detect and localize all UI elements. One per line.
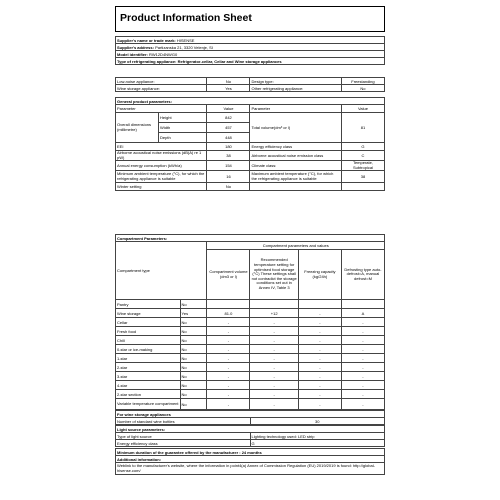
table-cell: No	[180, 354, 207, 363]
table-cell: -	[250, 381, 298, 390]
table-cell: Value	[207, 105, 250, 113]
table-cell: 2-star section	[116, 390, 181, 399]
table-cell: -	[207, 318, 250, 327]
supplier-name-row: Supplier's name or trade mark: HISENSE	[116, 37, 385, 44]
table-cell: Freestanding	[341, 78, 384, 85]
table-cell: Fresh food	[116, 327, 181, 336]
table-cell: -	[298, 363, 341, 372]
compartment-row	[116, 363, 385, 372]
guarantee-table	[115, 448, 385, 475]
additional-heading: Additional information:	[116, 456, 385, 463]
table-cell: -	[250, 318, 298, 327]
table-cell: -	[250, 363, 298, 372]
table-cell: -	[250, 354, 298, 363]
table-cell: Variable temperature compartment	[116, 399, 181, 410]
table-cell: -	[298, 318, 341, 327]
table-cell: Type of light source	[116, 433, 251, 440]
table-cell: Chill	[116, 336, 181, 345]
table-cell: No	[341, 85, 384, 92]
table-cell: Airborne acoustical noise emissions (dB(A) re 1 pW)	[116, 151, 207, 161]
table-cell: -	[298, 327, 341, 336]
table-cell: -	[207, 336, 250, 345]
compartment-row	[116, 354, 385, 363]
table-cell: -	[207, 399, 250, 410]
table-cell: Compartment parameters and values	[207, 242, 385, 250]
product-information-sheet	[115, 6, 385, 494]
table-cell: -	[207, 363, 250, 372]
table-cell: Parameter	[250, 105, 341, 113]
compartment-type-label: Compartment type	[116, 242, 207, 300]
table-cell: No	[180, 381, 207, 390]
table-cell: -	[207, 390, 250, 399]
table-cell	[250, 300, 298, 309]
table-cell: No	[207, 78, 250, 85]
compartment-row	[116, 372, 385, 381]
table-cell: No	[180, 399, 207, 410]
compartment-heading: Compartment Parameters:	[116, 235, 385, 242]
guarantee-row: Minimum duration of the guarantee offered by the manufacturer : 24 months	[116, 449, 385, 456]
table-cell: 180	[207, 143, 250, 151]
light-heading: Light source parameters:	[116, 426, 385, 433]
table-cell: Pantry	[116, 300, 181, 309]
compartment-row	[116, 381, 385, 390]
table-cell: Minimum ambient temperature (°C), for which the refrigerating appliance is suitable	[116, 171, 207, 183]
model-identifier-row: Model identifier: RW12D4NWG0	[116, 51, 385, 58]
table-cell: -	[298, 372, 341, 381]
table-cell: 81.0	[207, 309, 250, 318]
table-cell: 16	[207, 171, 250, 183]
appliance-row	[116, 78, 385, 85]
table-cell: EEI	[116, 143, 207, 151]
table-cell: Recommended temperature setting for optimised food storage (°C) These settings shall not contradict the storage conditions set out in Annex IV, Table 3	[250, 250, 298, 300]
table-cell: No	[180, 336, 207, 345]
table-cell: Energy efficiency class	[250, 143, 341, 151]
table-cell: Value	[341, 105, 384, 113]
wine-storage-table	[115, 410, 385, 425]
wine-bottles-value: 30	[250, 418, 385, 425]
compartment-row	[116, 399, 385, 410]
table-cell: -	[298, 345, 341, 354]
appliance-type-table	[115, 77, 385, 92]
table-cell: -	[250, 390, 298, 399]
table-cell: Airborne acoustical noise emission class	[250, 151, 341, 161]
table-cell: Design type:	[250, 78, 341, 85]
table-cell: Width	[159, 123, 207, 133]
total-volume-label: Total volume(dm³ or l)	[250, 113, 341, 143]
table-cell: -	[250, 336, 298, 345]
table-cell: Yes	[180, 309, 207, 318]
table-cell	[207, 300, 250, 309]
table-cell: 2-star	[116, 363, 181, 372]
compartment-row	[116, 318, 385, 327]
table-cell	[298, 300, 341, 309]
table-cell: Climate class:	[250, 161, 341, 171]
param-row	[116, 143, 385, 151]
table-cell: 154	[207, 161, 250, 171]
table-cell: Annual energy consumption (kWh/a)	[116, 161, 207, 171]
general-heading: General product parameters:	[116, 98, 385, 105]
table-cell: No	[180, 390, 207, 399]
table-cell	[341, 183, 384, 191]
table-cell: +12	[250, 309, 298, 318]
table-cell: 38	[341, 171, 384, 183]
light-source-table	[115, 425, 385, 447]
table-cell: Wine storage appliance:	[116, 85, 207, 92]
table-cell: No	[180, 327, 207, 336]
param-row	[116, 183, 385, 191]
compartment-row	[116, 327, 385, 336]
appliance-row	[116, 85, 385, 92]
table-cell: -	[341, 363, 384, 372]
table-cell: Freezing capacity (kg/24h)	[298, 250, 341, 300]
table-cell: Wine storage	[116, 309, 181, 318]
title-box	[115, 6, 385, 32]
table-cell: -	[341, 390, 384, 399]
table-cell: -	[250, 345, 298, 354]
table-cell: -	[298, 381, 341, 390]
table-cell: 4-star	[116, 381, 181, 390]
appliance-type-heading: Type of refrigerating appliance: Refrigerator-cellar, Cellar and Wine storage appliances	[116, 58, 385, 65]
param-row	[116, 151, 385, 161]
table-cell: -	[207, 354, 250, 363]
table-cell: G	[250, 440, 385, 447]
table-cell: Defrosting type auto-defrost=A, manual defrost=M	[341, 250, 384, 300]
table-cell: -	[341, 327, 384, 336]
compartment-row	[116, 345, 385, 354]
table-cell: Other refrigerating appliance:	[250, 85, 341, 92]
table-cell: 38	[207, 151, 250, 161]
table-cell: 842	[207, 113, 250, 123]
total-volume-value: 81	[341, 113, 384, 143]
table-cell: -	[250, 399, 298, 410]
table-cell: Number of standard wine bottles	[116, 418, 251, 425]
compartment-row	[116, 300, 385, 309]
compartment-row	[116, 336, 385, 345]
compartment-row	[116, 309, 385, 318]
additional-text: Weblink to the manufacturer's website, where the information in point4(a) Annex of Commission Regulation (EU) 2019/2019 is found: http://global-hisense.com/	[116, 463, 385, 475]
table-cell: No	[207, 183, 250, 191]
supplier-table	[115, 36, 385, 65]
table-cell: Winter setting	[116, 183, 207, 191]
supplier-address-row: Supplier's address: Partizanska 21, 3320 Velenje, SI	[116, 44, 385, 51]
table-cell: 1-star	[116, 354, 181, 363]
table-cell: Low-noise appliance:	[116, 78, 207, 85]
table-cell	[341, 300, 384, 309]
table-cell: Temperate, Subtropical	[341, 161, 384, 171]
table-cell: -	[298, 354, 341, 363]
table-cell: 3-star	[116, 372, 181, 381]
table-cell: No	[180, 363, 207, 372]
table-cell: Cellar	[116, 318, 181, 327]
table-cell: -	[298, 309, 341, 318]
table-cell: 0-star or ice-making	[116, 345, 181, 354]
param-row	[116, 171, 385, 183]
table-cell: -	[341, 318, 384, 327]
table-cell: No	[180, 318, 207, 327]
table-cell: C	[341, 151, 384, 161]
table-cell: Parameter	[116, 105, 207, 113]
table-cell: -	[341, 399, 384, 410]
table-cell: -	[207, 327, 250, 336]
wine-heading: For wine storage appliances	[116, 411, 385, 418]
sheet-title: Product Information Sheet	[120, 12, 252, 24]
table-cell: -	[341, 336, 384, 345]
table-cell: -	[298, 336, 341, 345]
table-cell: -	[341, 381, 384, 390]
table-cell: -	[341, 372, 384, 381]
table-cell: A	[341, 309, 384, 318]
table-cell: Energy efficiency class	[116, 440, 251, 447]
table-cell: -	[298, 390, 341, 399]
table-cell: Compartment volume (dm3 or l)	[207, 250, 250, 300]
table-cell: Yes	[207, 85, 250, 92]
table-cell: -	[250, 372, 298, 381]
table-cell: 448	[207, 133, 250, 143]
table-cell: Maximum ambient temperature (°C), for which the refrigerating appliance is suitable	[250, 171, 341, 183]
table-cell: -	[207, 381, 250, 390]
table-cell: G	[341, 143, 384, 151]
table-cell: -	[207, 372, 250, 381]
table-cell	[250, 183, 341, 191]
table-cell: No	[180, 345, 207, 354]
compartment-row	[116, 390, 385, 399]
compartment-table	[115, 234, 385, 410]
param-row	[116, 161, 385, 171]
table-cell: Height	[159, 113, 207, 123]
table-cell: -	[250, 327, 298, 336]
general-parameters-table	[115, 97, 385, 191]
table-cell: Depth	[159, 133, 207, 143]
table-cell: -	[341, 354, 384, 363]
table-cell: 457	[207, 123, 250, 133]
table-cell: No	[180, 372, 207, 381]
table-cell: -	[207, 345, 250, 354]
table-cell: Lighting technology used: LED strip	[250, 433, 385, 440]
table-cell: No	[180, 300, 207, 309]
table-cell: -	[341, 345, 384, 354]
table-cell: -	[298, 399, 341, 410]
dimensions-label: Overall dimensions (millimetre)	[116, 113, 159, 143]
